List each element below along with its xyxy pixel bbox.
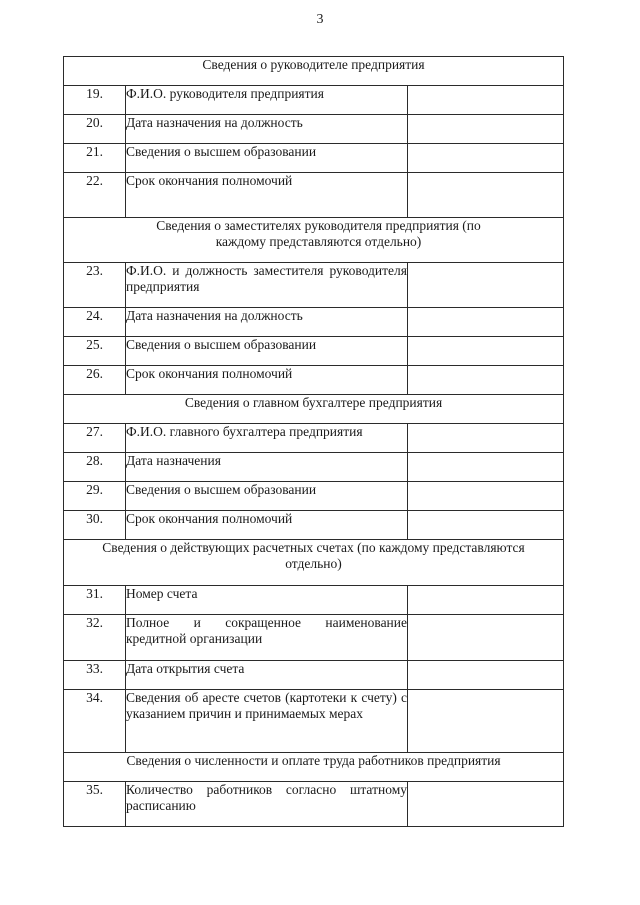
row-number: 30.	[64, 511, 126, 540]
row-label: Номер счета	[126, 586, 408, 615]
table-row	[64, 366, 564, 395]
row-number: 27.	[64, 424, 126, 453]
row-number: 32.	[64, 615, 126, 661]
row-value-field[interactable]	[408, 661, 564, 690]
row-label: Дата открытия счета	[126, 661, 408, 690]
section-header-row	[64, 753, 564, 782]
row-number: 29.	[64, 482, 126, 511]
row-label: Дата назначения на должность	[126, 308, 408, 337]
row-label: Сведения о высшем образовании	[126, 337, 408, 366]
table-row	[64, 586, 564, 615]
row-value-field[interactable]	[408, 482, 564, 511]
table-row	[64, 263, 564, 308]
row-label: Сведения о высшем образовании	[126, 144, 408, 173]
row-value-field[interactable]	[408, 337, 564, 366]
section-title-director: Сведения о руководителе предприятия	[64, 57, 564, 86]
row-value-field[interactable]	[408, 424, 564, 453]
row-value-field[interactable]	[408, 263, 564, 308]
section-title-chief-accountant: Сведения о главном бухгалтере предприятия	[64, 395, 564, 424]
row-number: 33.	[64, 661, 126, 690]
row-label: Сведения об аресте счетов (картотеки к счету) с указанием причин и принимаемых мерах	[126, 690, 408, 753]
row-label: Количество работников согласно штатному расписанию	[126, 782, 408, 827]
row-value-field[interactable]	[408, 115, 564, 144]
section-title-deputies: Сведения о заместителях руководителя предприятия (по каждому представляются отдельно)	[64, 218, 564, 263]
row-value-field[interactable]	[408, 511, 564, 540]
row-value-field[interactable]	[408, 144, 564, 173]
row-value-field[interactable]	[408, 782, 564, 827]
table-row	[64, 424, 564, 453]
row-label: Сведения о высшем образовании	[126, 482, 408, 511]
section-header-row	[64, 395, 564, 424]
table-row	[64, 482, 564, 511]
row-number: 35.	[64, 782, 126, 827]
row-value-field[interactable]	[408, 690, 564, 753]
row-value-field[interactable]	[408, 586, 564, 615]
row-number: 23.	[64, 263, 126, 308]
table-row	[64, 782, 564, 827]
section-header-row	[64, 540, 564, 586]
row-value-field[interactable]	[408, 308, 564, 337]
row-value-field[interactable]	[408, 453, 564, 482]
row-label: Срок окончания полномочий	[126, 511, 408, 540]
row-number: 20.	[64, 115, 126, 144]
table-row	[64, 661, 564, 690]
row-label: Дата назначения	[126, 453, 408, 482]
section-title-staff: Сведения о численности и оплате труда работников предприятия	[64, 753, 564, 782]
row-label: Ф.И.О. руководителя предприятия	[126, 86, 408, 115]
row-number: 31.	[64, 586, 126, 615]
row-number: 26.	[64, 366, 126, 395]
row-value-field[interactable]	[408, 86, 564, 115]
table-row	[64, 511, 564, 540]
table-row	[64, 86, 564, 115]
page-number: 3	[316, 12, 324, 27]
table-row	[64, 173, 564, 218]
row-number: 25.	[64, 337, 126, 366]
table-row	[64, 115, 564, 144]
row-number: 21.	[64, 144, 126, 173]
row-value-field[interactable]	[408, 615, 564, 661]
section-title-bank-accounts: Сведения о действующих расчетных счетах (по каждому представляются отдельно)	[64, 540, 564, 586]
row-label: Полное и сокращенное наименование кредитной организации	[126, 615, 408, 661]
row-label: Срок окончания полномочий	[126, 366, 408, 395]
table-row	[64, 337, 564, 366]
section-header-row	[64, 218, 564, 263]
row-number: 22.	[64, 173, 126, 218]
row-label: Ф.И.О. и должность заместителя руководителя предприятия	[126, 263, 408, 308]
table-row	[64, 453, 564, 482]
row-value-field[interactable]	[408, 366, 564, 395]
row-number: 28.	[64, 453, 126, 482]
form-table	[63, 56, 564, 827]
row-value-field[interactable]	[408, 173, 564, 218]
row-number: 19.	[64, 86, 126, 115]
row-label: Дата назначения на должность	[126, 115, 408, 144]
row-number: 34.	[64, 690, 126, 753]
table-row	[64, 690, 564, 753]
row-label: Ф.И.О. главного бухгалтера предприятия	[126, 424, 408, 453]
section-header-row	[64, 57, 564, 86]
table-row	[64, 615, 564, 661]
table-row	[64, 308, 564, 337]
row-label: Срок окончания полномочий	[126, 173, 408, 218]
row-number: 24.	[64, 308, 126, 337]
table-row	[64, 144, 564, 173]
